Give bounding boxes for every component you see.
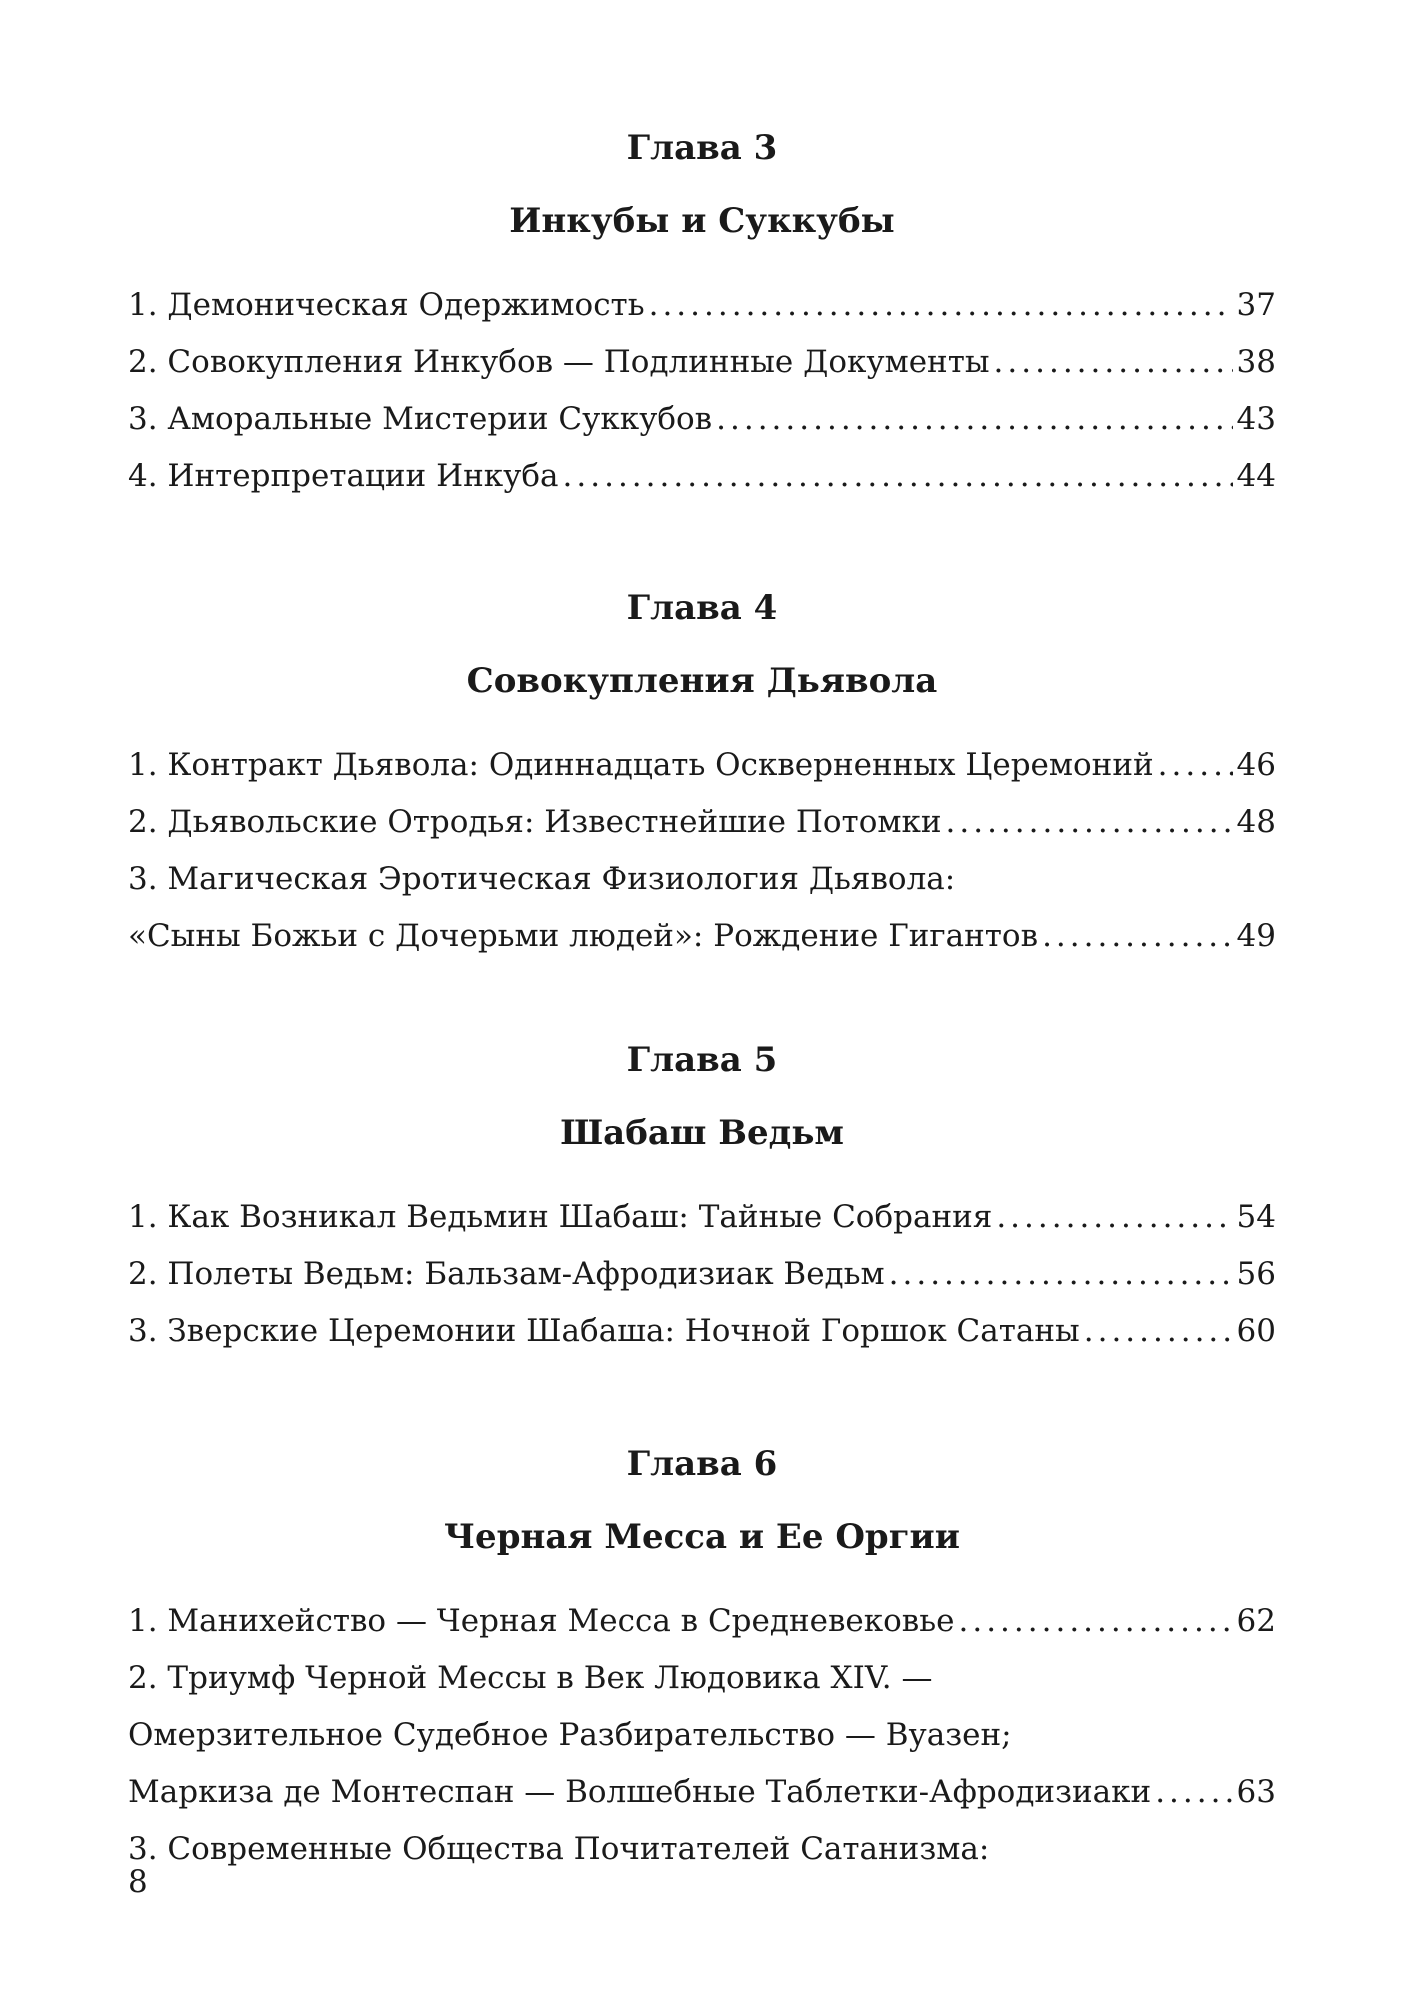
toc-entry-text: 1. Как Возникал Ведьмин Шабаш: Тайные Собрания <box>128 1199 993 1235</box>
toc-entry-list <box>128 1593 1276 1878</box>
page-number: 8 <box>128 1864 148 1900</box>
toc-entry[interactable] <box>128 1303 1276 1360</box>
toc-entry-line <box>128 448 1276 505</box>
toc-entry[interactable] <box>128 334 1276 391</box>
dot-leader <box>958 1593 1232 1650</box>
toc-page-number: 44 <box>1236 458 1276 494</box>
toc-entry-text: 2. Дьявольские Отродья: Известнейшие Потомки <box>128 804 942 840</box>
dot-leader <box>1042 908 1232 965</box>
chapter-title: Шабаш Ведьм <box>560 1113 844 1153</box>
toc-entry-line <box>128 1246 1276 1303</box>
toc-entry[interactable] <box>128 794 1276 851</box>
dot-leader <box>563 448 1233 505</box>
toc-entry-text: Маркиза де Монтеспан — Волшебные Таблетки-Афродизиаки <box>128 1774 1152 1810</box>
toc-entry-line <box>128 1764 1276 1821</box>
toc-entry-text: Омерзительное Судебное Разбирательство — Вуазен; <box>128 1717 1012 1753</box>
toc-entry-line <box>128 1593 1276 1650</box>
dot-leader <box>996 1189 1232 1246</box>
toc-entry-list <box>128 737 1276 965</box>
toc-entry-text: «Сыны Божьи с Дочерьми людей»: Рождение Гигантов <box>128 918 1039 954</box>
toc-entry[interactable] <box>128 448 1276 505</box>
dot-leader <box>716 391 1232 448</box>
toc-page-number: 49 <box>1236 918 1276 954</box>
toc-page-number: 63 <box>1236 1774 1276 1810</box>
toc-entry-text: 1. Контракт Дьявола: Одиннадцать Оскверненных Церемоний <box>128 747 1154 783</box>
dot-leader <box>889 1246 1233 1303</box>
toc-page-number: 37 <box>1236 287 1276 323</box>
chapter-title: Черная Месса и Ее Оргии <box>444 1517 960 1557</box>
chapter-title: Совокупления Дьявола <box>466 661 938 701</box>
toc-entry-text: 2. Совокупления Инкубов — Подлинные Документы <box>128 344 990 380</box>
toc-entry[interactable] <box>128 1593 1276 1650</box>
dot-leader <box>1158 737 1233 794</box>
chapter-label: Глава 3 <box>626 128 778 168</box>
toc-entry-list <box>128 277 1276 505</box>
chapter-label: Глава 6 <box>626 1444 778 1484</box>
dot-leader <box>994 334 1233 391</box>
toc-entry-text: 1. Манихейство — Черная Месса в Средневековье <box>128 1603 955 1639</box>
dot-leader <box>1084 1303 1233 1360</box>
toc-page-number: 62 <box>1236 1603 1276 1639</box>
toc-entry-text: 1. Демоническая Одержимость <box>128 287 645 323</box>
toc-entry[interactable] <box>128 391 1276 448</box>
toc-page-number: 43 <box>1236 401 1276 437</box>
toc-entry-text: 2. Полеты Ведьм: Бальзам-Афродизиак Ведьм <box>128 1256 885 1292</box>
toc-entry[interactable] <box>128 1821 1276 1878</box>
chapter-label: Глава 5 <box>626 1040 778 1080</box>
toc-page-number: 56 <box>1236 1256 1276 1292</box>
toc-entry[interactable] <box>128 277 1276 334</box>
toc-page-number: 54 <box>1236 1199 1276 1235</box>
toc-entry-line <box>128 737 1276 794</box>
toc-page-number: 38 <box>1236 344 1276 380</box>
toc-entry[interactable] <box>128 737 1276 794</box>
toc-entry[interactable] <box>128 1650 1276 1821</box>
toc-page-number: 46 <box>1236 747 1276 783</box>
chapter-section <box>128 1040 1276 1360</box>
dot-leader <box>1155 1764 1232 1821</box>
toc-entry-text: 3. Магическая Эротическая Физиология Дьявола: <box>128 861 956 897</box>
toc-entry-text: 4. Интерпретации Инкуба <box>128 458 559 494</box>
chapter-section <box>128 128 1276 505</box>
toc-entry-text: 3. Аморальные Мистерии Суккубов <box>128 401 713 437</box>
chapter-label: Глава 4 <box>626 588 778 628</box>
toc-entry-line <box>128 908 1276 965</box>
toc-entry-line <box>128 1189 1276 1246</box>
dot-leader <box>649 277 1233 334</box>
toc-entry[interactable] <box>128 1189 1276 1246</box>
chapter-section <box>128 588 1276 965</box>
toc-entry-line <box>128 391 1276 448</box>
chapter-section <box>128 1444 1276 1878</box>
toc-entry[interactable] <box>128 1246 1276 1303</box>
toc-entry-text: 3. Зверские Церемонии Шабаша: Ночной Горшок Сатаны <box>128 1313 1080 1349</box>
toc-entry-line <box>128 277 1276 334</box>
toc-entry-text: 2. Триумф Черной Мессы в Век Людовика XIV. — <box>128 1660 933 1696</box>
toc-entry-line <box>128 794 1276 851</box>
toc-page-number: 48 <box>1236 804 1276 840</box>
toc-entry[interactable] <box>128 851 1276 965</box>
toc-entry-text: 3. Современные Общества Почитателей Сатанизма: <box>128 1831 990 1867</box>
toc-page-number: 60 <box>1236 1313 1276 1349</box>
toc-entry-line <box>128 1303 1276 1360</box>
toc-entry-line <box>128 334 1276 391</box>
chapter-title: Инкубы и Суккубы <box>509 201 895 241</box>
dot-leader <box>946 794 1233 851</box>
toc-entry-list <box>128 1189 1276 1360</box>
